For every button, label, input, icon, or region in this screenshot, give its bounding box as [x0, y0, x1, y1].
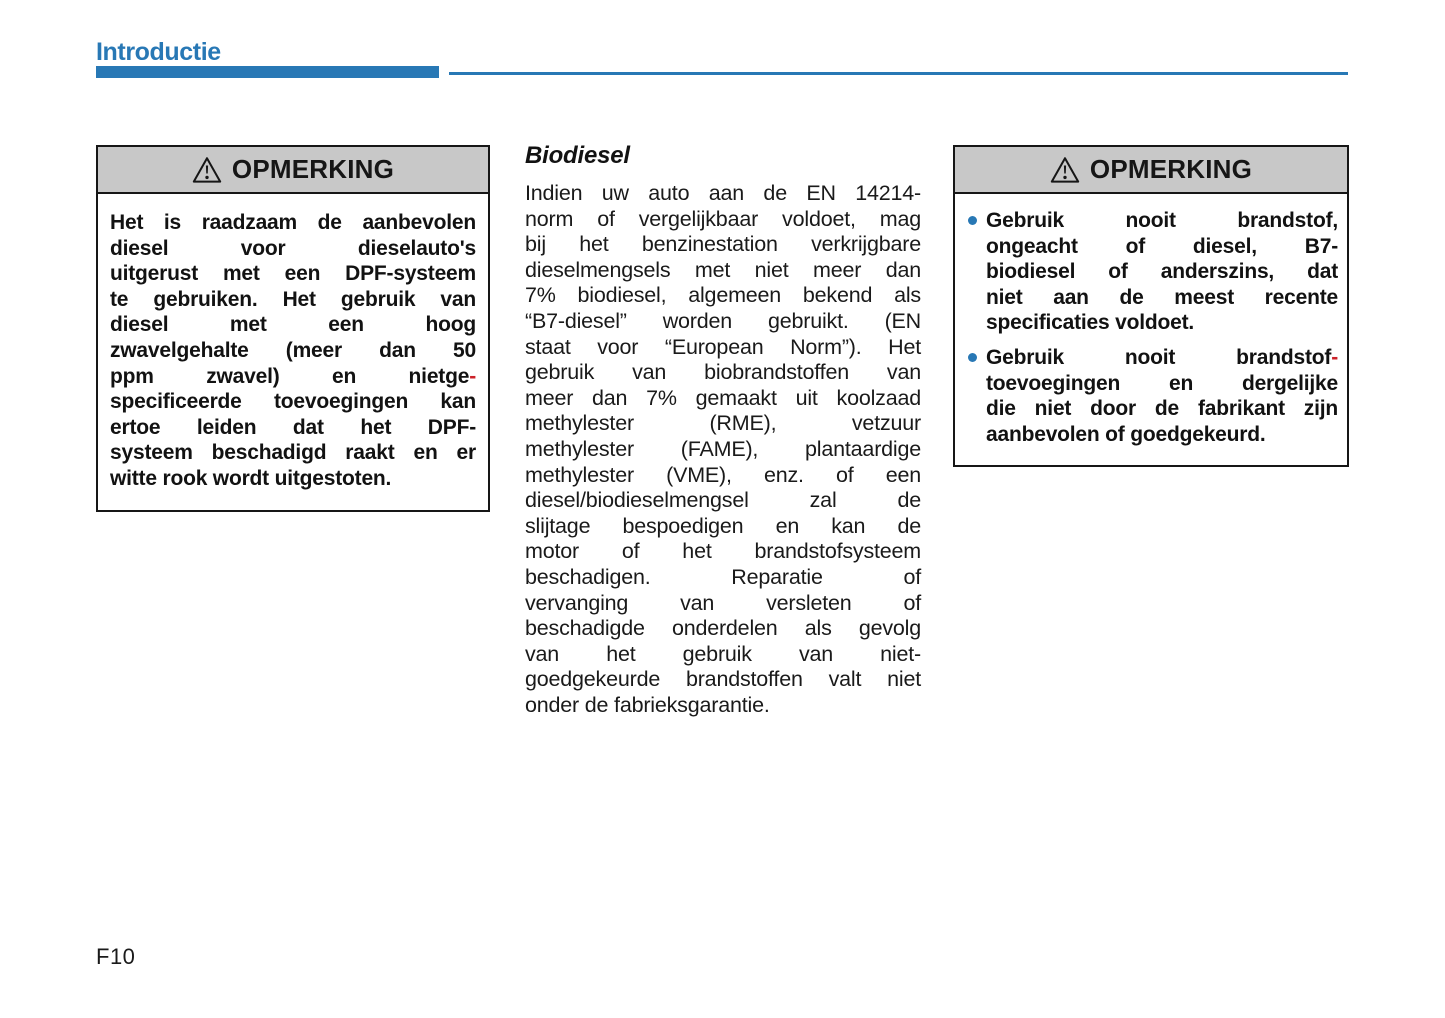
- text-line: biodiesel of anderszins, dat: [986, 260, 1338, 284]
- text-line: staat voor “European Norm”). Het: [525, 334, 921, 359]
- text-line: norm of vergelijkbaar voldoet, mag: [525, 206, 921, 231]
- text-line: methylester (VME), enz. of een: [525, 462, 921, 487]
- warning-triangle-icon: [1050, 156, 1080, 184]
- bullet-dot-icon: [968, 216, 977, 225]
- text-line: toevoegingen en dergelijke: [986, 371, 1338, 395]
- text-line: diesel voor dieselauto's: [110, 236, 476, 260]
- text-line: Gebruik nooit brandstof,: [986, 209, 1338, 232]
- text-line: 7% biodiesel, algemeen bekend als: [525, 283, 921, 308]
- text-line: zwavelgehalte (meer dan 50: [110, 338, 476, 362]
- page-number: F10: [96, 944, 136, 969]
- text-line: gebruik van biobrandstoffen van: [525, 360, 921, 385]
- text-line: van het gebruik van niet-: [525, 641, 921, 666]
- text-line: methylester (RME), vetzuur: [525, 411, 921, 436]
- notice-header: [955, 147, 1347, 194]
- text-line: diesel met een hoog: [110, 313, 476, 337]
- text-line: systeem beschadigd raakt en er: [110, 441, 476, 465]
- text-line: witte rook wordt uitgestoten.: [110, 466, 392, 490]
- notice-header: [98, 147, 488, 194]
- text-line: methylester (FAME), plantaardige: [525, 436, 921, 461]
- notice-body: [98, 194, 488, 510]
- text-line: onder de fabrieksgarantie.: [525, 692, 770, 717]
- notice-body: [955, 194, 1347, 465]
- title-underline-thick: [96, 66, 439, 78]
- text-line: Gebruik nooit brandstof-: [986, 345, 1338, 369]
- text-line: aanbevolen of goedgekeurd.: [986, 422, 1266, 446]
- text-line: beschadigde onderdelen als gevolg: [525, 616, 921, 641]
- bullet-text: [986, 208, 1338, 336]
- notice-box-right: [953, 145, 1349, 467]
- bullet-text: [986, 345, 1338, 447]
- bullet-item: [967, 208, 1338, 336]
- text-line: motor of het brandstofsysteem: [525, 539, 921, 564]
- article-body: [525, 181, 921, 718]
- title-underline-thin: [449, 72, 1348, 75]
- text-line: diesel/biodieselmengsel zal de: [525, 488, 921, 513]
- notice-title: OPMERKING: [1089, 154, 1253, 184]
- text-line: goedgekeurde brandstoffen valt niet: [525, 667, 921, 692]
- text-line: niet aan de meest recente: [986, 285, 1338, 309]
- text-line: bij het benzinestation verkrijgbare: [525, 232, 921, 257]
- text-line: Het is raadzaam de aanbevolen: [110, 211, 476, 234]
- notice-box-left: [96, 145, 490, 512]
- text-line: vervanging van versleten of: [525, 590, 921, 615]
- article-biodiesel: [525, 142, 921, 718]
- text-line: slijtage bespoedigen en kan de: [525, 513, 921, 538]
- text-line: beschadigen. Reparatie of: [525, 564, 921, 589]
- page-title: Introductie: [96, 38, 221, 66]
- text-line: ppm zwavel) en nietge-: [110, 364, 476, 388]
- text-line: ertoe leiden dat het DPF-: [110, 415, 476, 439]
- text-line: te gebruiken. Het gebruik van: [110, 287, 476, 311]
- text-line: die niet door de fabrikant zijn: [986, 397, 1338, 421]
- bullet-item: [967, 345, 1338, 447]
- bullet-dot-icon: [968, 353, 977, 362]
- warning-triangle-icon: [192, 156, 222, 184]
- text-line: ongeacht of diesel, B7-: [986, 234, 1338, 258]
- text-line: uitgerust met een DPF-systeem: [110, 262, 476, 286]
- text-line: Indien uw auto aan de EN 14214-: [525, 181, 921, 205]
- text-line: meer dan 7% gemaakt uit koolzaad: [525, 385, 921, 410]
- text-line: “B7-diesel” worden gebruikt. (EN: [525, 308, 921, 333]
- notice-title: OPMERKING: [231, 154, 395, 184]
- text-line: specificaties voldoet.: [986, 311, 1195, 335]
- text-line: specificeerde toevoegingen kan: [110, 390, 476, 414]
- text-line: dieselmengsels met niet meer dan: [525, 257, 921, 282]
- article-heading: Biodiesel: [525, 142, 630, 169]
